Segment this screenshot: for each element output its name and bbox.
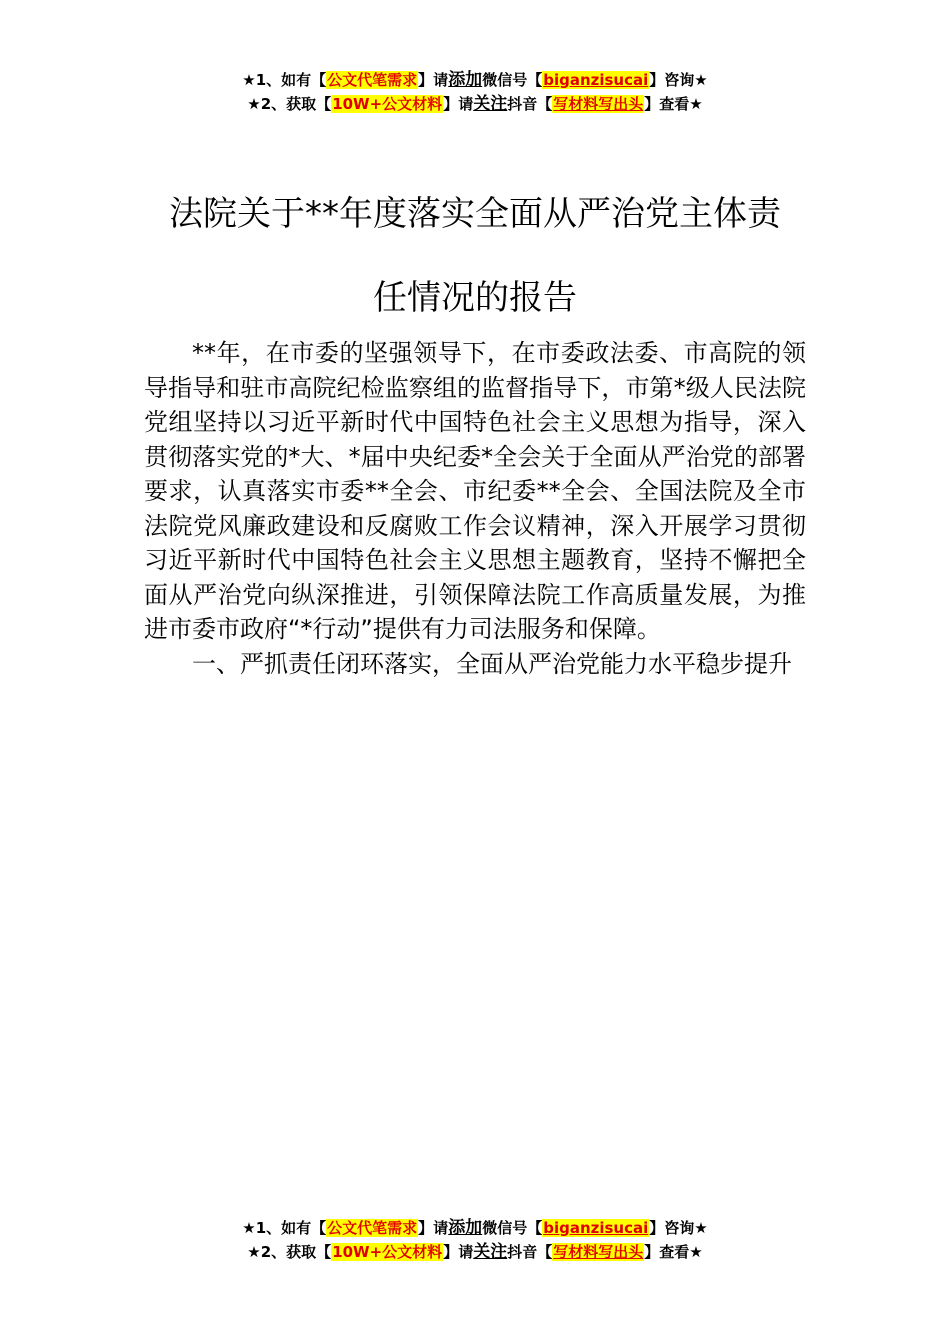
- body-paragraph: **年，在市委的坚强领导下，在市委政法委、市高院的领导指导和驻市高院纪检监察组的监督指导下，市第*级人民法院党组坚持以习近平新时代中国特色社会主义思想为指导，深入贯彻落实党的*大、*届中央纪委*全会关于全面从严治党的部署要求，认真落实市委**全会、市纪委**全会、全国法院及全市法院党风廉政建设和反腐败工作会议精神，深入开展学习贯彻习近平新时代中国特色社会主义思想主题教育，坚持不懈把全面从严治党向纵深推进，引领保障法院工作高质量发展，为推进市委市政府“*行动”提供有力司法服务和保障。: [144, 339, 806, 643]
- title-line-2: 任情况的报告: [373, 278, 577, 318]
- promo-text: ★1、如有【: [242, 71, 327, 89]
- promo-text: 】查看★: [644, 95, 703, 113]
- douyin-id-highlight: 写材料写出头: [553, 1243, 644, 1261]
- title-line-1: 法院关于**年度落实全面从严治党主体责: [169, 194, 781, 234]
- promo-text: ★1、如有【: [242, 1219, 327, 1237]
- promo-highlight: 公文代笔需求: [327, 1219, 418, 1237]
- promo-banner-top: [0, 68, 950, 116]
- promo-text: 微信号【: [482, 71, 543, 89]
- promo-highlight: 10W+公文材料: [332, 95, 443, 113]
- promo-text: 抖音【: [507, 1243, 553, 1261]
- promo-emphasis: 关注: [473, 1242, 508, 1262]
- promo-highlight: 公文代笔需求: [327, 71, 418, 89]
- promo-line-2: [0, 92, 950, 116]
- document-title: [140, 172, 810, 340]
- promo-text: 微信号【: [482, 1219, 543, 1237]
- promo-emphasis: 关注: [473, 94, 508, 114]
- promo-text: 】查看★: [644, 1243, 703, 1261]
- promo-text: ★2、获取【: [247, 1243, 332, 1261]
- promo-text: 】请: [443, 1243, 474, 1261]
- promo-text: 】请: [418, 1219, 449, 1237]
- promo-line-1: [0, 1216, 950, 1240]
- promo-text: ★2、获取【: [247, 95, 332, 113]
- document-body: [144, 336, 806, 681]
- promo-text: 】请: [418, 71, 449, 89]
- wechat-id-highlight: biganzisucai: [543, 71, 649, 89]
- promo-text: 】请: [443, 95, 474, 113]
- promo-line-2: [0, 1240, 950, 1264]
- promo-banner-bottom: [0, 1216, 950, 1264]
- promo-text: 】咨询★: [649, 1219, 708, 1237]
- promo-text: 】咨询★: [649, 71, 708, 89]
- promo-emphasis: 添加: [448, 70, 483, 90]
- promo-highlight: 10W+公文材料: [332, 1243, 443, 1261]
- promo-line-1: [0, 68, 950, 92]
- wechat-id-highlight: biganzisucai: [543, 1219, 649, 1237]
- douyin-id-highlight: 写材料写出头: [553, 95, 644, 113]
- section-heading: 一、严抓责任闭环落实，全面从严治党能力水平稳步提升: [192, 649, 792, 678]
- promo-emphasis: 添加: [448, 1218, 483, 1238]
- promo-text: 抖音【: [507, 95, 553, 113]
